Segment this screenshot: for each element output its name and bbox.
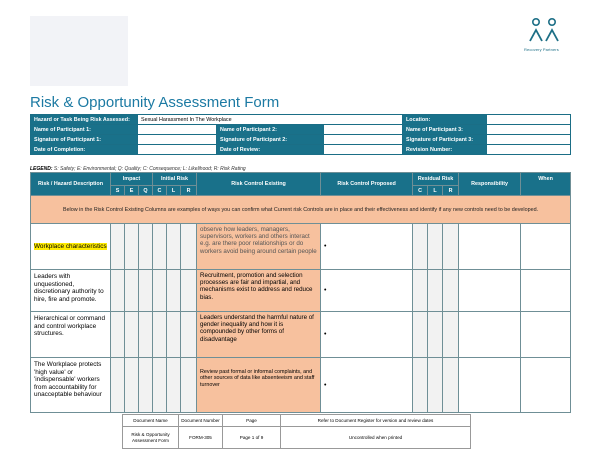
- residual-r-cell[interactable]: [443, 270, 459, 312]
- assessment-info-table: [30, 114, 571, 155]
- residual-l-cell[interactable]: [428, 312, 443, 358]
- revision-number-value[interactable]: [487, 145, 571, 155]
- initial-c-cell[interactable]: [153, 270, 167, 312]
- header-impact: Impact: [111, 173, 153, 186]
- header-responsibility: Responsibility: [459, 173, 521, 196]
- responsibility-cell[interactable]: [459, 270, 521, 312]
- legend-text: S: Safety; E: Environmental; Q: Quality; C: Consequence; L: Likelihood; R: Risk Rating: [53, 166, 246, 172]
- existing-control[interactable]: Recruitment, promotion and selection processes are fair and impartial, and mechanisms exist to address and reduce bias.: [197, 270, 321, 312]
- hazard-label: Hazard or Task Being Risk Assessed:: [31, 115, 138, 125]
- impact-e-cell[interactable]: [125, 358, 139, 413]
- risk-description-text: Workplace characteristics: [34, 242, 107, 250]
- when-cell[interactable]: [521, 312, 571, 358]
- revision-number-label: Revision Number:: [403, 145, 487, 155]
- responsibility-cell[interactable]: [459, 358, 521, 413]
- existing-control[interactable]: Leaders understand the harmful nature of gender inequality and how it is compounded by other forms of disadvantage: [197, 312, 321, 358]
- header-initial-risk: Initial Risk: [153, 173, 197, 186]
- table-row: [31, 312, 571, 358]
- table-row: [31, 270, 571, 312]
- footer-uncontrolled-note: Uncontrolled when printed: [281, 427, 471, 449]
- participant-1-name-label: Name of Participant 1:: [31, 125, 138, 135]
- participant-2-signature-value[interactable]: [324, 135, 403, 145]
- responsibility-cell[interactable]: [459, 312, 521, 358]
- impact-e-cell[interactable]: [125, 270, 139, 312]
- responsibility-cell[interactable]: [459, 224, 521, 270]
- participant-1-signature-label: Signature of Participant 1:: [31, 135, 138, 145]
- impact-q-cell[interactable]: [139, 358, 153, 413]
- footer-page-number: Page 1 of 9: [223, 427, 281, 449]
- completion-date-value[interactable]: [138, 145, 217, 155]
- participant-2-name-label: Name of Participant 2:: [217, 125, 324, 135]
- header-residual-r: R: [443, 186, 459, 196]
- proposed-control[interactable]: •: [321, 312, 413, 358]
- impact-s-cell[interactable]: [111, 312, 125, 358]
- impact-e-cell[interactable]: [125, 224, 139, 270]
- impact-s-cell[interactable]: [111, 270, 125, 312]
- page-title: Risk & Opportunity Assessment Form: [30, 94, 280, 111]
- participant-3-name-label: Name of Participant 3:: [403, 125, 487, 135]
- proposed-control[interactable]: •: [321, 358, 413, 413]
- proposed-control[interactable]: •: [321, 270, 413, 312]
- participant-1-name-value[interactable]: [138, 125, 217, 135]
- document-footer: [122, 414, 471, 449]
- residual-l-cell[interactable]: [428, 358, 443, 413]
- completion-date-label: Date of Completion:: [31, 145, 138, 155]
- participant-1-signature-value[interactable]: [138, 135, 217, 145]
- review-date-label: Date of Review:: [217, 145, 324, 155]
- initial-r-cell[interactable]: [181, 358, 197, 413]
- legend-label: LEGEND:: [30, 166, 53, 172]
- footer-document-number: FORM-305: [179, 427, 223, 449]
- footer-page-label: Page: [223, 415, 281, 427]
- location-value[interactable]: [487, 115, 571, 125]
- footer-document-name: Risk & Opportunity Assessment Form: [123, 427, 179, 449]
- impact-q-cell[interactable]: [139, 312, 153, 358]
- residual-r-cell[interactable]: [443, 312, 459, 358]
- participant-3-signature-label: Signature of Participant 3:: [403, 135, 487, 145]
- initial-r-cell[interactable]: [181, 224, 197, 270]
- risk-description[interactable]: Hierarchical or command and control workplace structures.: [31, 312, 111, 358]
- header-residual-c: C: [413, 186, 428, 196]
- when-cell[interactable]: [521, 358, 571, 413]
- impact-e-cell[interactable]: [125, 312, 139, 358]
- initial-l-cell[interactable]: [167, 224, 181, 270]
- existing-control[interactable]: observe how leaders, managers, supervisors, workers and others interact e.g. are there poor relationships or do workers avoid being around certain people: [197, 224, 321, 270]
- header-residual-l: L: [428, 186, 443, 196]
- header-risk-description: Risk / Hazard Description: [31, 173, 111, 196]
- header-impact-s: S: [111, 186, 125, 196]
- initial-l-cell[interactable]: [167, 270, 181, 312]
- footer-document-name-label: Document Name: [123, 415, 179, 427]
- residual-r-cell[interactable]: [443, 358, 459, 413]
- proposed-control[interactable]: •: [321, 224, 413, 270]
- header-when: When: [521, 173, 571, 196]
- review-date-value[interactable]: [324, 145, 403, 155]
- residual-r-cell[interactable]: [443, 224, 459, 270]
- initial-l-cell[interactable]: [167, 312, 181, 358]
- table-row: [31, 358, 571, 413]
- footer-document-number-label: Document Number: [179, 415, 223, 427]
- initial-c-cell[interactable]: [153, 312, 167, 358]
- initial-c-cell[interactable]: [153, 224, 167, 270]
- participant-3-name-value[interactable]: [487, 125, 571, 135]
- participant-3-signature-value[interactable]: [487, 135, 571, 145]
- residual-c-cell[interactable]: [413, 270, 428, 312]
- footer-register-note: Refer to Document Register for version and review dates: [281, 415, 471, 427]
- table-row: [31, 224, 571, 270]
- when-cell[interactable]: [521, 224, 571, 270]
- participant-2-name-value[interactable]: [324, 125, 403, 135]
- controls-note: Below in the Risk Control Existing Columns are examples of ways you can confirm what Current risk Controls are in place and their effectiveness and identify if any new controls need to be developed.: [31, 196, 571, 224]
- initial-l-cell[interactable]: [167, 358, 181, 413]
- header-risk-control-existing: Risk Control Existing: [197, 173, 321, 196]
- residual-l-cell[interactable]: [428, 270, 443, 312]
- header-initial-l: L: [167, 186, 181, 196]
- logo-text: Recovery Partners: [524, 47, 559, 52]
- when-cell[interactable]: [521, 270, 571, 312]
- location-label: Location:: [403, 115, 487, 125]
- residual-c-cell[interactable]: [413, 224, 428, 270]
- header-initial-c: C: [153, 186, 167, 196]
- header-impact-q: Q: [139, 186, 153, 196]
- header-residual-risk: Residual Risk: [413, 173, 459, 186]
- residual-l-cell[interactable]: [428, 224, 443, 270]
- header-risk-control-proposed: Risk Control Proposed: [321, 173, 413, 196]
- header-impact-e: E: [125, 186, 139, 196]
- risk-description[interactable]: The Workplace protects 'high value' or 'indispensable' workers from accountability for unacceptable behaviour: [31, 358, 111, 413]
- existing-control[interactable]: Review past formal or informal complaints, and other sources of data like absenteeism and staff turnover: [197, 358, 321, 413]
- risk-description[interactable]: [31, 224, 111, 270]
- impact-s-cell[interactable]: [111, 224, 125, 270]
- residual-c-cell[interactable]: [413, 358, 428, 413]
- initial-c-cell[interactable]: [153, 358, 167, 413]
- placeholder-logo-area: [30, 16, 128, 86]
- initial-r-cell[interactable]: [181, 312, 197, 358]
- header-initial-r: R: [181, 186, 197, 196]
- hazard-value[interactable]: Sexual Harassment In The Workplace: [138, 115, 403, 125]
- residual-c-cell[interactable]: [413, 312, 428, 358]
- impact-q-cell[interactable]: [139, 270, 153, 312]
- initial-r-cell[interactable]: [181, 270, 197, 312]
- participant-2-signature-label: Signature of Participant 2:: [217, 135, 324, 145]
- impact-q-cell[interactable]: [139, 224, 153, 270]
- risk-description[interactable]: Leaders with unquestioned, discretionary authority to hire, fire and promote.: [31, 270, 111, 312]
- risk-assessment-table: [30, 172, 571, 413]
- impact-s-cell[interactable]: [111, 358, 125, 413]
